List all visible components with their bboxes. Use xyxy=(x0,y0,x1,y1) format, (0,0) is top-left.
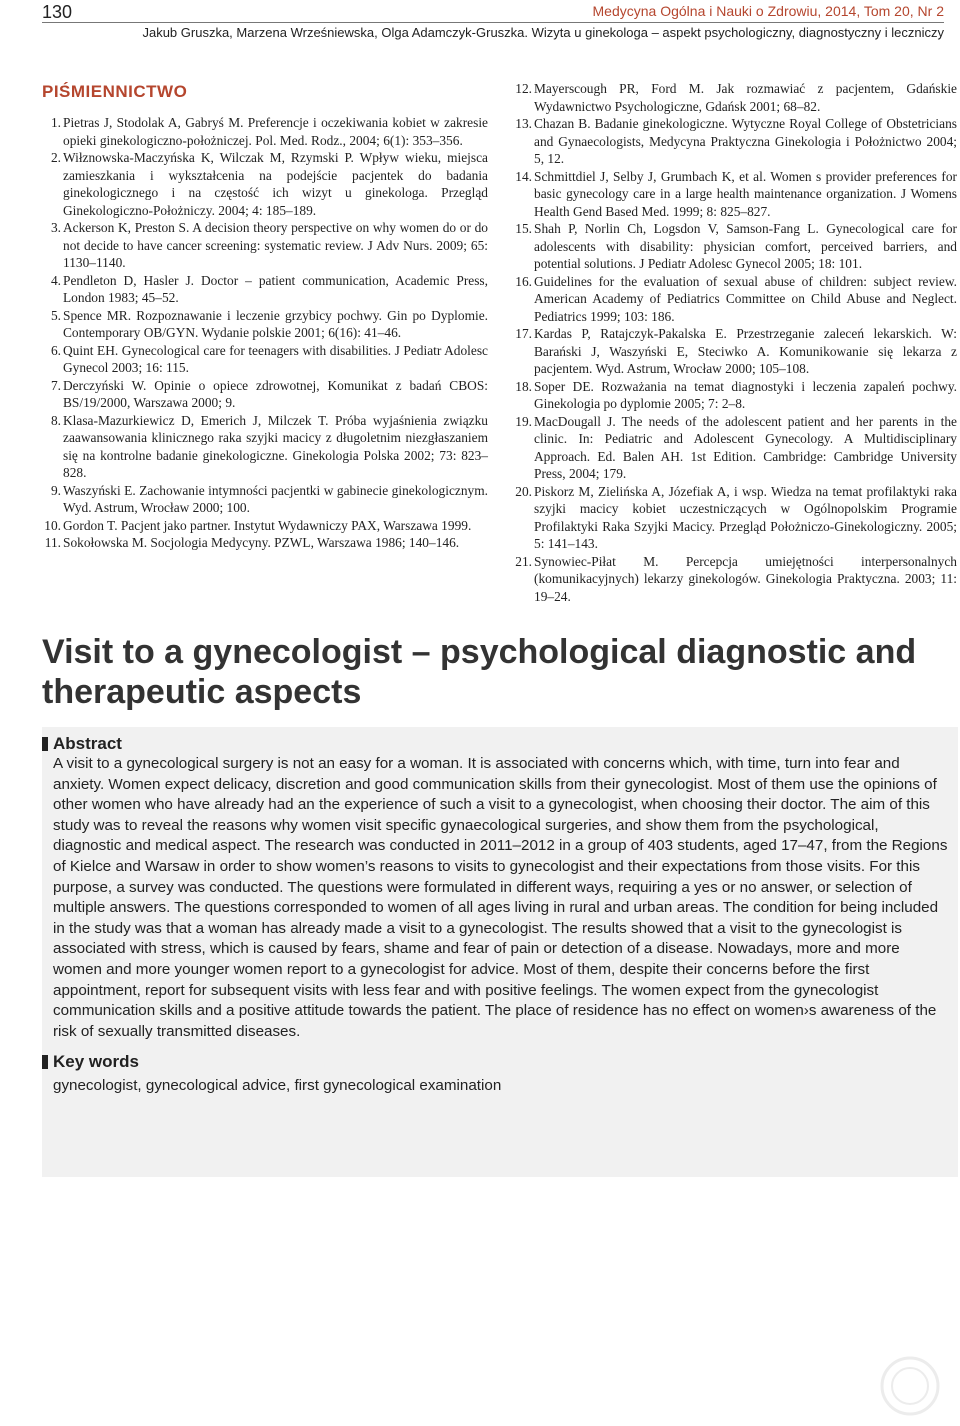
reference-number: 6. xyxy=(50,342,61,358)
reference-text: MacDougall J. The needs of the adolescent patient and her parents in the clinic. In: Pediatric and Adolescent Gynecology. A Multidisciplinary Approach. Ed. Balen AH. 1st Edition. Cambridge: Cambridge University Press, 2004; 179. xyxy=(534,413,957,481)
page-number: 130 xyxy=(42,2,73,22)
reference-item xyxy=(42,377,488,412)
reference-text: Sokołowska M. Socjologia Medycyny. PZWL, Warszawa 1986; 140–146. xyxy=(63,535,460,550)
reference-number: 19. xyxy=(515,413,532,429)
reference-text: Kardas P, Ratajczyk-Pakalska E. Przestrzeganie zaleceń lekarskich. W: Barański J, Waszyński E, Steciwko A. Komunikowanie się lekarza z pacjentem. Wyd. Astrum, Wrocław 2000; 105–108. xyxy=(534,326,957,376)
reference-list-right xyxy=(510,80,957,605)
reference-number: 1. xyxy=(50,115,61,130)
article-title: Visit to a gynecologist – psychological diagnostic and therapeutic aspects xyxy=(42,633,917,711)
reference-item xyxy=(42,482,488,517)
reference-number: 9. xyxy=(50,482,61,498)
reference-text: Guidelines for the evaluation of sexual abuse of children: subject review. American Academy of Pediatrics Committee on Child Abuse and Neglect. Pediatrics 1999; 103: 186. xyxy=(534,273,957,324)
reference-number: 11. xyxy=(44,535,61,550)
reference-number: 20. xyxy=(515,483,532,499)
reference-number: 18. xyxy=(515,378,532,394)
abstract-body: A visit to a gynecological surgery is not an easy for a woman. It is associated with concerns which, with time, turn into fear and anxiety. Women expect delicacy, discretion and good communication skills from their gynecologist. Most of them use the opinions of other women who have already had an the experience of such a visit to a gynecologist, when choosing their doctor. The aim of this study was to reveal the reasons why women visit specific gynaecological surgeries, and show them from the psychological, diagnostic and medical aspect. The research was conducted in 2011–2012 in a group of 403 students, aged 17–47, from the Regions of Kielce and Warsaw in order to show women’s reasons to visits to gynecologist and their expectations from those visits. For this purpose, a survey was conducted. The questions were formulated in different ways, requiring a yes or no answer, or selection of multiple answers. The questions corresponded to women of all ages living in rural and urban areas. The condition for being included in the study was that a woman has already made a visit to a gynecologist. The results showed that a visit to the gynecologist is associated with stress, which is caused by fears, shame and fear of pain or detection of a disease. Nowadays, more and more women and more younger women report to a gynecologist for advice. Most of them, despite their concerns before the first appointment, report for subsequent visits with less fear and with positive feelings. The women expect from the gynecologist communication skills and a positive attitude towards the patient. The place of residence has no effect on women›s awareness of the risk of sexually transmitted diseases. xyxy=(53,755,948,1040)
reference-item xyxy=(510,483,957,553)
reference-item xyxy=(42,272,488,307)
reference-item xyxy=(510,115,957,168)
reference-text: Mayerscough PR, Ford M. Jak rozmawiać z pacjentem, Gdańskie Wydawnictwo Psychologiczne, Gdańsk 2001; 68–82. xyxy=(534,81,957,114)
reference-list-left xyxy=(42,114,488,552)
reference-number: 15. xyxy=(515,221,532,236)
reference-text: Shah P, Norlin Ch, Logsdon V, Samson-Fang L. Gynecological care for adolescents with disability: physician comfort, perceived barriers, and potential solutions. J Pediatr Adolesc Gynecol 2005; 18: 101. xyxy=(534,221,957,271)
reference-item xyxy=(42,342,488,377)
reference-text: Klasa-Mazurkiewicz D, Emerich J, Milczek T. Próba wyjaśnienia związku zaawansowania klinicznego raka szyjki macicy z długoletnim niezgłaszaniem się na kontrolne badanie ginekologiczne. Ginekologia Polska 2002; 73: 823–828. xyxy=(63,412,488,480)
keywords-label: Key words xyxy=(53,1052,139,1071)
reference-item xyxy=(510,80,957,115)
reference-text: Wiłznowska-Maczyńska K, Wilczak M, Rzymski P. Wpływ wieku, miejsca zamieszkania i wykształcenia na podejście pacjentek do badania ginekologicznego i na częstość ich wizyt u ginekologa. Przegląd Ginekologiczno-Położniczy. 2004; 4: 185–189. xyxy=(63,150,488,218)
reference-item xyxy=(42,534,488,552)
reference-number: 3. xyxy=(50,220,61,235)
reference-text: Schmittdiel J, Selby J, Grumbach K, et al. Women s provider preferences for basic gynecology care in a large health maintenance organization. J Womens Health Gend Based Med. 1999; 8: 825–827. xyxy=(534,168,957,219)
reference-number: 10. xyxy=(44,517,61,533)
reference-item xyxy=(510,220,957,273)
reference-text: Synowiec-Piłat M. Percepcja umiejętności interpersonalnych (komunikacyjnych) lekarzy ginekologów. Ginekologia Praktyczna. 2003; 11: 19–24. xyxy=(534,553,957,604)
references-heading: PIŚMIENNICTWO xyxy=(42,82,188,101)
reference-number: 21. xyxy=(515,553,532,569)
reference-item xyxy=(510,325,957,378)
reference-number: 16. xyxy=(515,273,532,289)
section-marker-icon xyxy=(42,737,48,751)
section-marker-icon xyxy=(42,1055,48,1069)
watermark-logo-icon xyxy=(878,1354,942,1418)
keywords-body: gynecologist, gynecological advice, first gynecological examination xyxy=(53,1077,502,1094)
references-left-column xyxy=(42,80,488,552)
reference-item xyxy=(510,378,957,413)
reference-item xyxy=(510,168,957,221)
reference-item xyxy=(42,114,488,149)
running-header-authors: Jakub Gruszka, Marzena Wrześniewska, Olga Adamczyk-Gruszka. Wizyta u ginekologa – aspekt psychologiczny, diagnostyczny i leczniczy xyxy=(142,25,944,40)
reference-item xyxy=(42,517,488,535)
reference-item xyxy=(42,149,488,219)
reference-text: Quint EH. Gynecological care for teenagers with disabilities. J Pediatr Adolesc Gynecol 2003; 16: 115. xyxy=(63,342,488,375)
abstract-heading xyxy=(42,734,122,754)
reference-number: 2. xyxy=(50,150,61,165)
reference-text: Soper DE. Rozważania na temat diagnostyki i leczenia zapaleń pochwy. Ginekologia po dyplomie 2005; 7: 2–8. xyxy=(534,378,957,411)
reference-text: Spence MR. Rozpoznawanie i leczenie grzybicy pochwy. Gin po Dyplomie. Contemporary OB/GYN. Wydanie polskie 2001; 6(16): 41–46. xyxy=(63,307,488,340)
reference-number: 13. xyxy=(515,116,532,131)
reference-text: Chazan B. Badanie ginekologiczne. Wytyczne Royal College of Obstetricians and Gynaecologists, Medycyna Praktyczna Ginekologia i Położnictwo 2004; 5, 12. xyxy=(534,116,957,166)
references-right-column xyxy=(510,80,957,605)
reference-text: Ackerson K, Preston S. A decision theory perspective on why women do or do not decide to have cancer screening: systematic review. J Adv Nurs. 2009; 65: 1130–1140. xyxy=(63,220,488,270)
reference-number: 12. xyxy=(515,81,532,96)
reference-text: Piskorz M, Zielińska A, Józefiak A, i wsp. Wiedza na temat profilaktyki raka szyjki macicy kobiet uczestniczących w Ogólnopolskim Programie Profilaktyki Raka Szyjki Macicy. Przegląd Położniczo-Ginekologiczny. 2005; 5: 141–143. xyxy=(534,483,957,551)
reference-number: 14. xyxy=(515,168,532,184)
reference-number: 7. xyxy=(50,377,61,393)
header-divider xyxy=(42,22,944,23)
reference-number: 4. xyxy=(50,272,61,288)
reference-item xyxy=(510,413,957,483)
reference-number: 17. xyxy=(515,326,532,341)
reference-text: Waszyński E. Zachowanie intymności pacjentki w gabinecie ginekologicznym. Wyd. Astrum, Wrocław 2000; 100. xyxy=(63,482,488,515)
reference-number: 8. xyxy=(50,412,61,428)
reference-item xyxy=(42,412,488,482)
reference-item xyxy=(42,307,488,342)
reference-number: 5. xyxy=(50,307,61,323)
reference-text: Pietras J, Stodolak A, Gabryś M. Preferencje i oczekiwania kobiet w zakresie opieki ginekologiczno-położniczej. Pol. Med. Rodz., 2004; 6(1): 353–356. xyxy=(63,115,488,148)
reference-item xyxy=(510,553,957,606)
reference-item xyxy=(510,273,957,326)
abstract-label: Abstract xyxy=(53,734,122,753)
reference-text: Gordon T. Pacjent jako partner. Instytut Wydawniczy PAX, Warszawa 1999. xyxy=(63,517,472,533)
reference-item xyxy=(42,219,488,272)
reference-text: Pendleton D, Hasler J. Doctor – patient communication, Academic Press, London 1983; 45–52. xyxy=(63,272,488,305)
keywords-heading xyxy=(42,1052,139,1072)
reference-text: Derczyński W. Opinie o opiece zdrowotnej, Komunikat z badań CBOS: BS/19/2000, Warszawa 2000; 9. xyxy=(63,377,488,410)
journal-title: Medycyna Ogólna i Nauki o Zdrowiu, 2014, Tom 20, Nr 2 xyxy=(592,3,944,19)
